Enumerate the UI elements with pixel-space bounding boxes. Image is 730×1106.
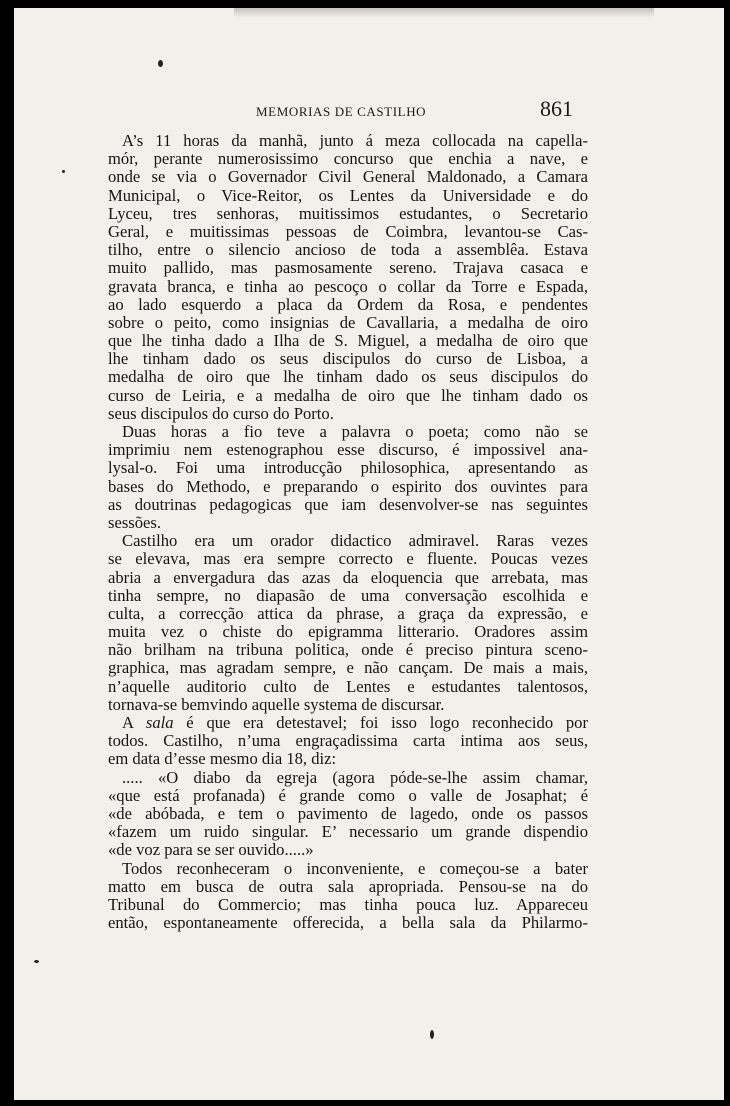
text-line: matto em busca de outra sala apropriada. Pensou-se na do: [108, 876, 588, 896]
text-line: Tribunal do Commercio; mas tinha pouca luz. Appareceu: [108, 894, 588, 914]
text-line: lhe tinham dado os seus discipulos do curso de Lisboa, a: [108, 349, 588, 369]
ink-speck-margin: [62, 170, 65, 173]
text-line: bases do Methodo, e preparando o espirito dos ouvintes para: [108, 476, 588, 496]
text-line: tinha sempre, no diapasão de uma conversação escolhida e: [108, 585, 588, 605]
text-line: então, espontaneamente offerecida, a bella sala da Philarmo-: [108, 913, 588, 933]
running-title: MEMORIAS DE CASTILHO: [256, 104, 427, 119]
scan-artifact-top: [234, 8, 654, 18]
text-line: medalha de oiro que lhe tinham dado os seus discipulos do: [108, 367, 588, 387]
text-line: imprimiu nem estenographou esse discurso, é impossivel ana-: [108, 440, 588, 460]
text-line: que lhe tinha dado a Ilha de S. Miguel, a medalha de oiro que: [108, 331, 588, 351]
text-line: abria a envergadura das azas da eloquencia que arrebata, mas: [108, 567, 588, 587]
scanned-page: [14, 8, 724, 1100]
text-line: não brilham na tribuna politica, onde é preciso pintura sceno-: [108, 640, 588, 660]
text-line: curso de Leiria, e a medalha de oiro que lhe tinham dado os: [108, 385, 588, 405]
text-line: graphica, mas agradam sempre, e não cançam. De mais a mais,: [108, 658, 588, 678]
text-line: A’s 11 horas da manhã, junto á meza collocada na capella-: [122, 131, 588, 150]
text-line: se elevava, mas era sempre correcto e fluente. Poucas vezes: [108, 549, 588, 569]
page-number: 861: [540, 96, 573, 121]
page-header: [14, 96, 724, 126]
text-line: culta, a correcção attica da phrase, a graça da expressão, e: [108, 603, 588, 623]
text-line: muita vez o chiste do epigramma litterario. Oradores assim: [108, 622, 588, 642]
text-line: em data d’esse mesmo dia 18, diz:: [108, 749, 337, 769]
text-line: as doutrinas pedagogicas que iam desenvolver-se nas seguintes: [108, 494, 588, 514]
text-line: sessões.: [108, 512, 162, 532]
text-line: «de voz para se ser ouvido.....»: [108, 840, 314, 860]
text-line: todos. Castilho, n’uma engraçadissima carta intima aos seus,: [108, 731, 588, 751]
text-line: seus discipulos do curso do Porto.: [108, 403, 334, 423]
text-line: Lyceu, tres senhoras, muitissimos estudantes, o Secretario: [108, 203, 588, 223]
text-line: mór, perante numerosissimo concurso que enchia a nave, e: [108, 149, 588, 169]
text-line: Todos reconheceram o inconveniente, e começou-se a bater: [122, 858, 588, 878]
text-line: «que está profanada) é grande como o valle de Josaphat; é: [108, 785, 588, 805]
text-line: ..... «O diabo da egreja (agora póde-se-lhe assim chamar,: [122, 767, 588, 787]
text-line: Castilho era um orador didactico admiravel. Raras vezes: [122, 531, 588, 551]
text-line: tilho, entre o silencio ancioso de toda a assemblêa. Estava: [108, 240, 588, 260]
ink-speck-bottom-left: [34, 960, 39, 963]
body-text: [108, 132, 588, 932]
text-line: onde se via o Governador Civil General Maldonado, a Camara: [108, 167, 588, 187]
text-line: tornava-se bemvindo aquelle systema de discursar.: [108, 694, 445, 714]
text-line: «fazem um ruido singular. E’ necessario um grande dispendio: [108, 822, 588, 842]
text-line: Municipal, o Vice-Reitor, os Lentes da Universidade e do: [108, 185, 588, 205]
text-line: n’aquelle auditorio culto de Lentes e estudantes talentosos,: [108, 676, 588, 696]
text-line: sobre o peito, como insignias de Cavallaria, a medalha de oiro: [108, 312, 588, 332]
text-line: muito pallido, mas pasmosamente sereno. Trajava casaca e: [108, 258, 588, 278]
text-line: Geral, e muitissimas pessoas de Coimbra, levantou-se Cas-: [108, 221, 588, 241]
text-line: A sala é que era detestavel; foi isso logo reconhecido por: [122, 713, 589, 732]
text-line: ao lado esquerdo a placa da Ordem da Rosa, e pendentes: [108, 294, 588, 314]
text-line: gravata branca, e tinha ao pescoço o collar da Torre e Espada,: [108, 276, 588, 296]
text-line: «de abóbada, e tem o pavimento de lagedo, onde os passos: [108, 803, 588, 823]
ink-speck-top: [158, 60, 163, 67]
ink-speck-bottom: [430, 1030, 434, 1039]
emphasis-word: sala: [145, 713, 174, 732]
text-line: lysal-o. Foi uma introducção philosophica, apresentando as: [108, 458, 588, 478]
text-line: Duas horas a fio teve a palavra o poeta; como não se: [122, 422, 588, 441]
